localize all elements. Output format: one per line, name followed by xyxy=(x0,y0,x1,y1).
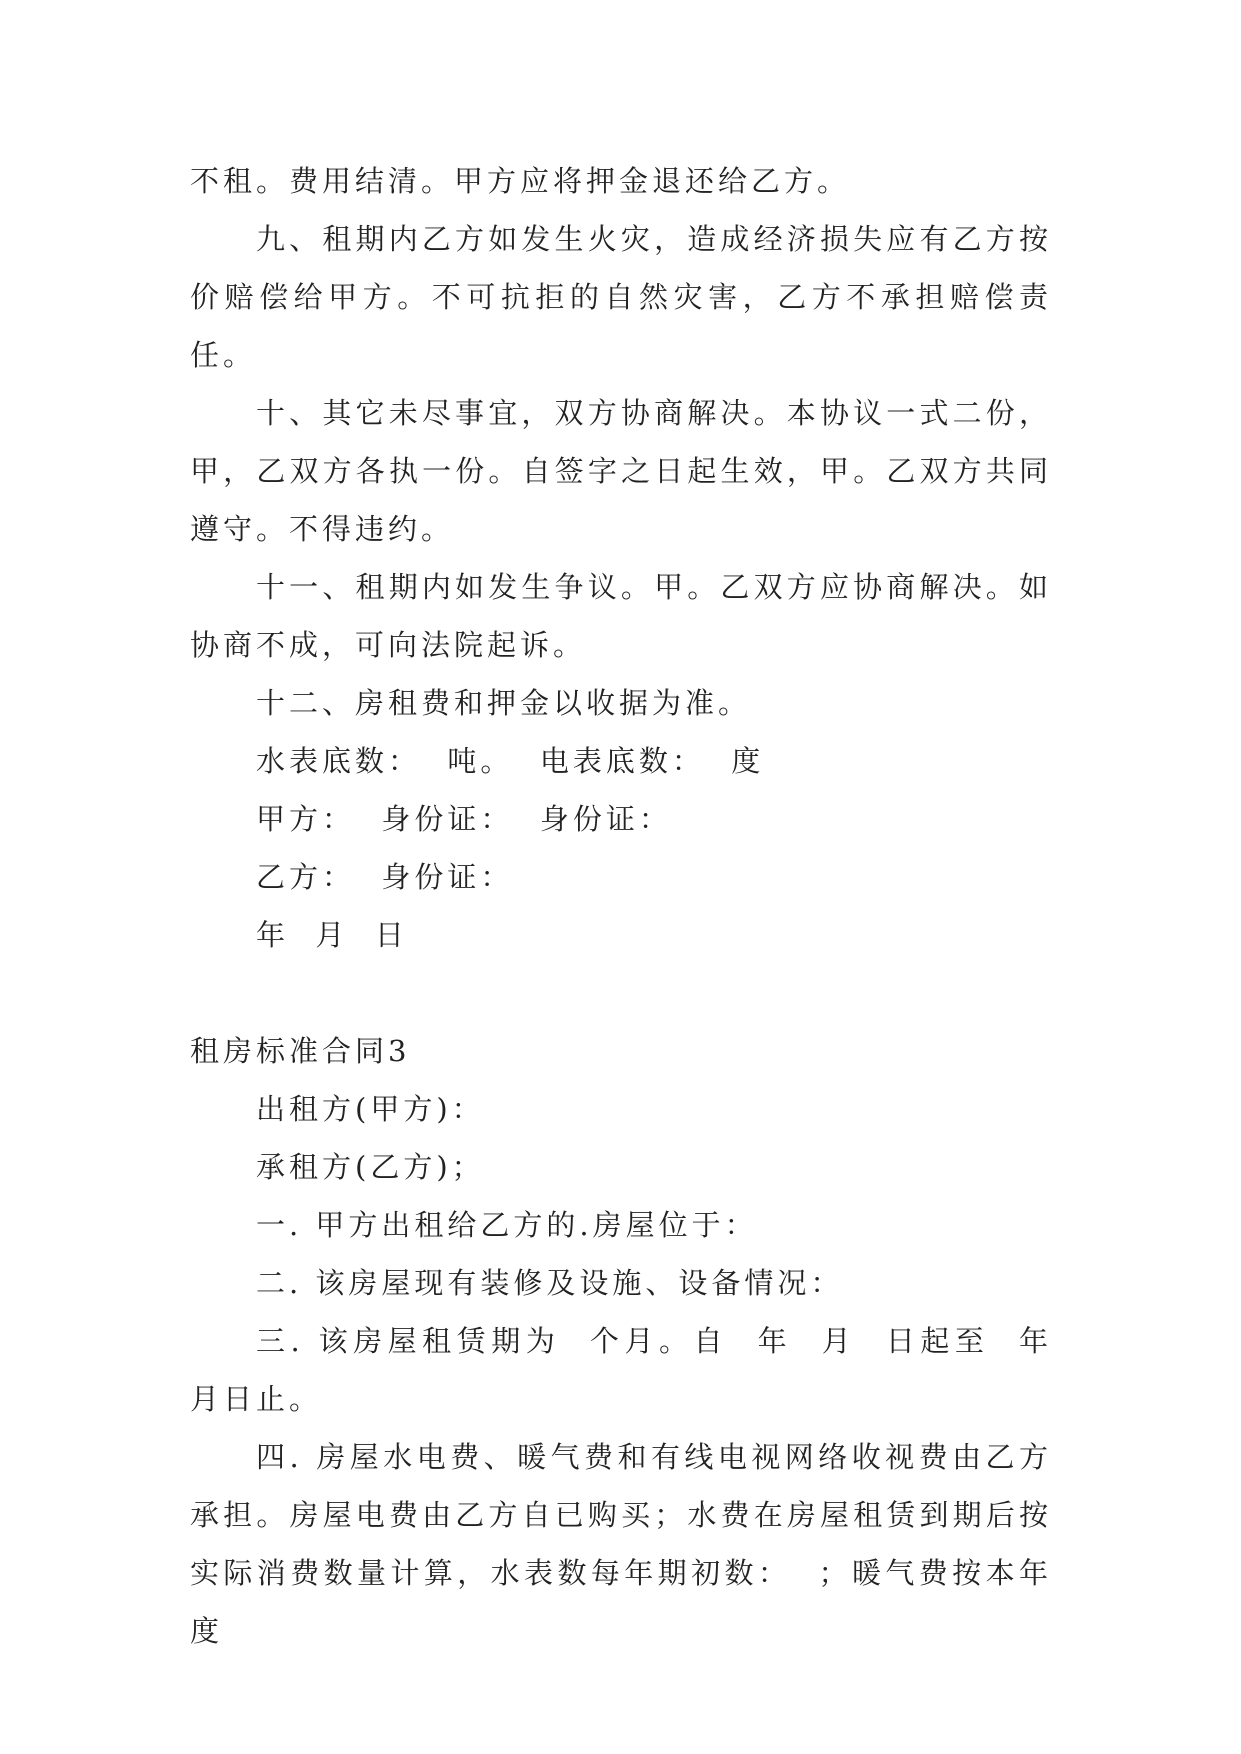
article-2: 二. 该房屋现有装修及设施、设备情况： xyxy=(256,1266,844,1300)
lessor-line: 出租方(甲方)： xyxy=(256,1092,485,1126)
paragraph-clause-9: 九、租期内乙方如发生火灾，造成经济损失应有乙方按价赔偿给甲方。不可抗拒的自然灾害，乙方不承担赔偿责任。 xyxy=(190,222,1052,372)
article-3: 三. 该房屋租赁期为 个月。自 年 月 日起至 年 月日止。 xyxy=(190,1324,1079,1416)
article-1: 一. 甲方出租给乙方的.房屋位于： xyxy=(256,1208,758,1242)
document-body xyxy=(190,152,1079,1660)
paragraph-clause-12: 十二、房租费和押金以收据为准。 xyxy=(256,686,752,720)
party-a-signature-line: 甲方： 身份证： 身份证： xyxy=(256,802,672,836)
lessee-line: 承租方(乙方)； xyxy=(256,1150,485,1184)
section-title: 租房标准合同3 xyxy=(190,1034,411,1068)
paragraph-1: 不租。费用结清。甲方应将押金退还给乙方。 xyxy=(190,164,851,198)
meter-readings-line: 水表底数： 吨。 电表底数： 度 xyxy=(256,744,765,778)
article-4: 四. 房屋水电费、暖气费和有线电视网络收视费由乙方承担。房屋电费由乙方自已购买；水费在房屋租赁到期后按实际消费数量计算，水表数每年期初数： ；暖气费按本年度 xyxy=(190,1440,1052,1648)
paragraph-clause-10: 十、其它未尽事宜，双方协商解决。本协议一式二份，甲，乙双方各执一份。自签字之日起生效，甲。乙双方共同遵守。不得违约。 xyxy=(190,396,1052,546)
paragraph-clause-11: 十一、租期内如发生争议。甲。乙双方应协商解决。如协商不成，可向法院起诉。 xyxy=(190,570,1052,662)
party-b-signature-line: 乙方： 身份证： xyxy=(256,860,514,894)
date-line: 年 月 日 xyxy=(256,918,408,952)
section-spacer xyxy=(190,964,1052,1022)
